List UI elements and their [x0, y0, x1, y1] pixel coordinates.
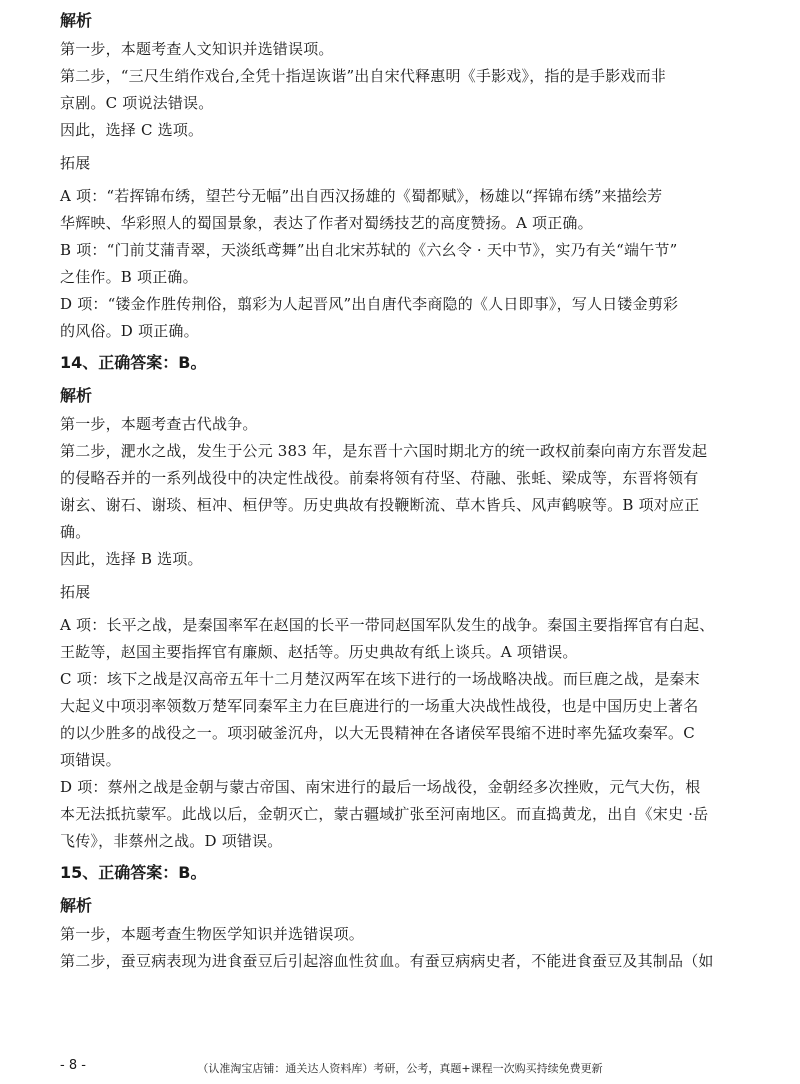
text-line: 因此，选择 B 选项。 — [60, 550, 203, 568]
answer-heading-15: 15、正确答案：B。 — [60, 863, 207, 882]
text-line: 因此，选择 C 选项。 — [60, 121, 204, 139]
answer-heading-14: 14、正确答案：B。 — [60, 353, 207, 372]
text-line: 的以少胜多的战役之一。项羽破釜沉舟，以大无畏精神在各诸侯军畏缩不进时率先猛攻秦军。C — [60, 724, 695, 742]
text-line: 华辉映、华彩照人的蜀国景象，表达了作者对蜀绣技艺的高度赞扬。A 项正确。 — [60, 214, 593, 232]
text-line: 的侵略吞并的一系列战役中的决定性战役。前秦将领有苻坚、苻融、张蚝、梁成等，东晋将领有 — [60, 469, 699, 487]
extension-heading: 拓展 — [60, 154, 91, 172]
analysis-heading: 解析 — [60, 11, 93, 30]
text-line: B 项：“门前艾蒲青翠，天淡纸鸢舞”出自北宋苏轼的《六幺令 · 天中节》，实乃有关“端午节” — [60, 241, 678, 259]
text-line: 王龁等，赵国主要指挥官有廉颇、赵括等。历史典故有纸上谈兵。A 项错误。 — [60, 643, 578, 661]
document-page — [60, 6, 760, 975]
text-line: 之佳作。B 项正确。 — [60, 268, 198, 286]
text-line: 第一步，本题考查人文知识并选错误项。 — [60, 40, 334, 58]
footer-note: （认准淘宝店铺：通关达人资料库）考研，公考，真题+课程一次购买持续免费更新 — [197, 1062, 603, 1075]
text-line: 第一步，本题考查古代战争。 — [60, 415, 258, 433]
text-line: 第一步，本题考查生物医学知识并选错误项。 — [60, 925, 365, 943]
text-line: 谢玄、谢石、谢琰、桓冲、桓伊等。历史典故有投鞭断流、草木皆兵、风声鹤唳等。B 项对应正 — [60, 496, 700, 514]
text-line: 飞传》，非蔡州之战。D 项错误。 — [60, 832, 283, 850]
text-line: A 项：长平之战，是秦国率军在赵国的长平一带同赵国军队发生的战争。秦国主要指挥官有白起、 — [60, 616, 715, 634]
analysis-heading: 解析 — [60, 896, 93, 915]
extension-heading: 拓展 — [60, 583, 91, 601]
text-line: 京剧。C 项说法错误。 — [60, 94, 214, 112]
text-line: 的风俗。D 项正确。 — [60, 322, 199, 340]
text-line: 本无法抵抗蒙军。此战以后，金朝灭亡，蒙古疆域扩张至河南地区。而直捣黄龙，出自《宋史 ·岳 — [60, 805, 709, 823]
text-line: 第二步，“三尺生绡作戏台,全凭十指逞诙谐”出自宋代释惠明《手影戏》，指的是手影戏而非 — [60, 67, 667, 85]
text-line: 项错误。 — [60, 751, 121, 769]
text-line: 确。 — [60, 523, 91, 541]
text-line: 第二步，蚕豆病表现为进食蚕豆后引起溶血性贫血。有蚕豆病病史者，不能进食蚕豆及其制品（如 — [60, 952, 714, 970]
text-line: A 项：“若挥锦布绣，望芒兮无幅”出自西汉扬雄的《蜀都赋》，杨雄以“挥锦布绣”来描绘芳 — [60, 187, 663, 205]
text-line: D 项：蔡州之战是金朝与蒙古帝国、南宋进行的最后一场战役，金朝经多次挫败，元气大伤，根 — [60, 778, 701, 796]
text-line: 第二步，淝水之战，发生于公元 383 年，是东晋十六国时期北方的统一政权前秦向南方东晋发起 — [60, 442, 708, 460]
page-number: - 8 - — [60, 1058, 86, 1073]
text-line: D 项：“镂金作胜传荆俗，翦彩为人起晋风”出自唐代李商隐的《人日即事》，写人日镂金剪彩 — [60, 295, 679, 313]
analysis-heading: 解析 — [60, 386, 93, 405]
text-line: 大起义中项羽率领数万楚军同秦军主力在巨鹿进行的一场重大决战性战役，也是中国历史上著名 — [60, 697, 699, 715]
text-line: C 项：垓下之战是汉高帝五年十二月楚汉两军在垓下进行的一场战略决战。而巨鹿之战，是秦末 — [60, 670, 700, 688]
